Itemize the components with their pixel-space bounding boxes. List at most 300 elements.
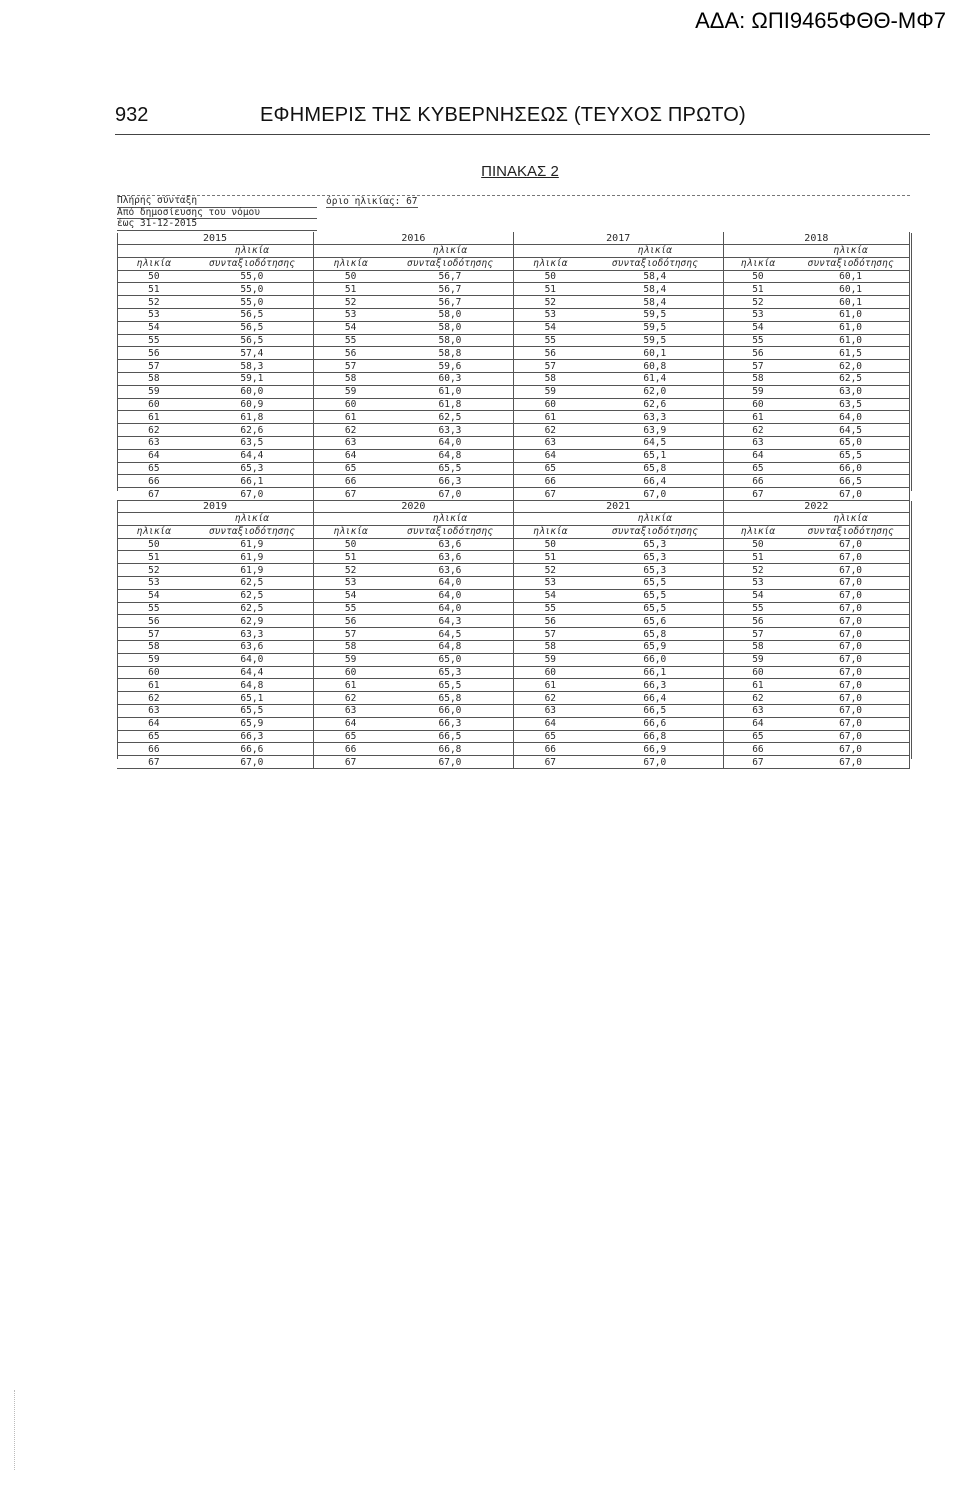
age-cell: 65 [723,730,792,743]
pension-age-cell: 64,8 [191,679,314,692]
pension-age-cell: 61,8 [387,398,513,411]
pension-age-cell: 65,8 [587,628,723,641]
age-header: ηλικία [723,257,792,270]
age-cell: 56 [513,347,587,360]
pension-age-cell: 67,0 [792,717,909,730]
block-2015-2018 [117,232,910,501]
pension-age-cell: 63,9 [587,424,723,437]
age-cell: 53 [513,308,587,321]
table-row [117,589,910,602]
age-cell: 61 [314,679,388,692]
pension-age-cell: 67,0 [191,756,314,769]
pension-age-cell: 61,0 [792,321,909,334]
age-cell: 65 [117,462,191,475]
age-cell: 63 [723,436,792,449]
pension-age-cell: 66,5 [587,704,723,717]
pension-age-cell: 67,0 [792,576,909,589]
age-cell: 51 [117,283,191,296]
age-cell: 60 [723,666,792,679]
pension-age-cell: 67,0 [792,538,909,551]
age-cell: 57 [117,360,191,373]
pension-age-cell: 65,9 [587,640,723,653]
age-cell: 59 [513,385,587,398]
blank-cell [117,513,191,526]
pension-age-cell: 66,5 [387,730,513,743]
age-cell: 66 [723,743,792,756]
age-cell: 64 [513,449,587,462]
age-cell: 65 [513,730,587,743]
age-cell: 58 [314,372,388,385]
year-label: 2015 [117,232,314,245]
age-cell: 61 [723,679,792,692]
age-cell: 67 [314,488,388,501]
pension-age-cell: 56,5 [191,308,314,321]
year-label: 2019 [117,500,314,513]
pension-age-cell: 65,5 [587,589,723,602]
pension-age-cell: 55,0 [191,283,314,296]
pension-age-cell: 67,0 [792,666,909,679]
age-cell: 50 [723,538,792,551]
age-cell: 53 [314,576,388,589]
age-cell: 63 [117,436,191,449]
age-cell: 62 [314,692,388,705]
age-header: ηλικία [314,525,388,538]
age-cell: 59 [513,653,587,666]
pension-age-cell: 67,0 [792,730,909,743]
age-cell: 51 [723,283,792,296]
age-cell: 60 [513,398,587,411]
age-cell: 60 [314,398,388,411]
pension-age-cell: 63,6 [387,551,513,564]
pension-age-cell: 61,0 [387,385,513,398]
pension-age-cell: 63,6 [387,564,513,577]
pension-age-cell: 66,3 [191,730,314,743]
table-row [117,576,910,589]
age-cell: 50 [314,270,388,283]
pension-age-cell: 66,9 [587,743,723,756]
age-cell: 60 [314,666,388,679]
age-cell: 58 [314,640,388,653]
table-row [117,730,910,743]
age-cell: 52 [513,564,587,577]
age-cell: 54 [723,321,792,334]
age-cell: 57 [723,628,792,641]
pension-age-label-top: ηλικία [792,513,909,526]
pension-age-cell: 59,1 [191,372,314,385]
pension-age-cell: 63,6 [191,640,314,653]
age-cell: 63 [723,704,792,717]
pension-age-cell: 64,0 [387,602,513,615]
age-cell: 59 [314,653,388,666]
age-cell: 56 [314,615,388,628]
year-row [117,500,910,513]
table-row [117,653,910,666]
pension-age-cell: 62,0 [587,385,723,398]
table-row [117,385,910,398]
age-cell: 52 [723,296,792,309]
pension-age-cell: 64,5 [587,436,723,449]
age-cell: 52 [723,564,792,577]
age-cell: 55 [117,334,191,347]
pension-age-cell: 61,5 [792,347,909,360]
pension-age-cell: 62,5 [191,589,314,602]
age-cell: 54 [513,321,587,334]
pension-age-cell: 65,3 [191,462,314,475]
pension-age-cell: 64,0 [387,576,513,589]
age-cell: 67 [314,756,388,769]
table-row [117,756,910,769]
pension-age-cell: 63,6 [387,538,513,551]
age-cell: 65 [314,730,388,743]
age-cell: 66 [314,475,388,488]
age-header: ηλικία [117,525,191,538]
age-cell: 58 [513,640,587,653]
age-cell: 52 [513,296,587,309]
pension-age-cell: 65,6 [587,615,723,628]
pension-age-cell: 61,9 [191,538,314,551]
pension-age-cell: 62,0 [792,360,909,373]
age-cell: 66 [314,743,388,756]
age-cell: 63 [513,436,587,449]
pension-age-cell: 67,0 [792,602,909,615]
age-cell: 65 [723,462,792,475]
pension-age-cell: 67,0 [792,640,909,653]
pension-age-cell: 55,0 [191,270,314,283]
pension-age-cell: 67,0 [387,488,513,501]
age-cell: 62 [513,692,587,705]
age-cell: 67 [513,756,587,769]
gazette-header [115,104,930,135]
age-header: ηλικία [314,257,388,270]
pension-age-cell: 64,5 [387,628,513,641]
year-label: 2021 [513,500,723,513]
pension-age-cell: 66,6 [587,717,723,730]
intro-line-2: Από δημοσίευσης του νόμου [117,208,317,220]
pension-age-cell: 67,0 [792,692,909,705]
age-cell: 59 [314,385,388,398]
age-cell: 62 [314,424,388,437]
age-cell: 51 [314,551,388,564]
age-cell: 61 [117,679,191,692]
pension-age-cell: 65,5 [587,602,723,615]
age-cell: 58 [513,372,587,385]
pension-age-cell: 65,5 [792,449,909,462]
intro-line-1: Πλήρης σύνταξη [117,196,317,208]
pension-age-cell: 61,9 [191,551,314,564]
header-row-top [117,245,910,258]
table-row [117,424,910,437]
age-cell: 66 [513,475,587,488]
age-cell: 55 [513,602,587,615]
table-row [117,666,910,679]
header-row-top [117,513,910,526]
age-cell: 51 [314,283,388,296]
age-cell: 57 [723,360,792,373]
pension-age-cell: 67,0 [792,564,909,577]
age-cell: 58 [723,372,792,385]
pension-age-cell: 62,5 [191,602,314,615]
age-cell: 59 [117,653,191,666]
pension-age-cell: 66,3 [587,679,723,692]
blank-cell [723,245,792,258]
age-cell: 54 [513,589,587,602]
pension-age-cell: 58,4 [587,296,723,309]
year-label: 2022 [723,500,909,513]
pension-age-cell: 63,5 [191,436,314,449]
age-cell: 54 [723,589,792,602]
table-row [117,551,910,564]
table-row [117,704,910,717]
age-header: ηλικία [513,257,587,270]
pension-age-cell: 66,8 [587,730,723,743]
pension-age-cell: 66,1 [191,475,314,488]
pension-age-label-top: ηλικία [587,245,723,258]
pension-age-cell: 60,1 [587,347,723,360]
table-row [117,475,910,488]
pension-age-cell: 66,4 [587,475,723,488]
pension-age-cell: 59,5 [587,308,723,321]
pension-age-cell: 66,1 [587,666,723,679]
age-cell: 67 [117,488,191,501]
blank-cell [314,513,388,526]
pension-age-cell: 65,1 [191,692,314,705]
pension-age-cell: 56,7 [387,283,513,296]
pension-age-cell: 60,1 [792,270,909,283]
age-cell: 55 [314,334,388,347]
age-cell: 62 [723,424,792,437]
age-cell: 52 [314,564,388,577]
pension-age-cell: 58,0 [387,334,513,347]
age-cell: 65 [513,462,587,475]
age-cell: 61 [513,411,587,424]
age-cell: 67 [723,756,792,769]
pension-age-cell: 58,0 [387,321,513,334]
pension-header: συνταξιοδότησης [587,525,723,538]
pension-age-cell: 65,5 [387,679,513,692]
table-intro [117,196,317,231]
age-cell: 64 [513,717,587,730]
pension-age-cell: 64,0 [387,436,513,449]
pension-age-cell: 60,1 [792,296,909,309]
age-cell: 56 [513,615,587,628]
age-cell: 59 [723,653,792,666]
table-row [117,334,910,347]
pension-age-cell: 63,3 [387,424,513,437]
pension-age-cell: 55,0 [191,296,314,309]
gazette-title: ΕΦΗΜΕΡΙΣ ΤΗΣ ΚΥΒΕΡΝΗΣΕΩΣ (ΤΕΥΧΟΣ ΠΡΩΤΟ) [260,104,746,126]
age-cell: 63 [117,704,191,717]
age-cell: 54 [117,321,191,334]
age-cell: 53 [117,576,191,589]
block1-table [117,232,910,501]
pension-age-cell: 64,0 [191,653,314,666]
table-row [117,283,910,296]
table-row [117,602,910,615]
ada-code: ΑΔΑ: ΩΠΙ9465ΦΘΘ-ΜΦ7 [695,8,946,33]
blank-cell [513,245,587,258]
age-cell: 58 [723,640,792,653]
pension-age-cell: 65,3 [387,666,513,679]
pension-age-cell: 67,0 [792,488,909,501]
age-cell: 50 [513,270,587,283]
age-cell: 62 [513,424,587,437]
pension-age-cell: 60,0 [191,385,314,398]
age-cell: 62 [723,692,792,705]
pension-age-label-top: ηλικία [191,513,314,526]
age-cell: 52 [117,564,191,577]
age-cell: 54 [117,589,191,602]
pension-age-cell: 58,8 [387,347,513,360]
pension-age-cell: 64,4 [191,666,314,679]
blank-cell [513,513,587,526]
age-cell: 62 [117,692,191,705]
pension-age-cell: 61,8 [191,411,314,424]
age-cell: 54 [314,321,388,334]
age-cell: 55 [723,602,792,615]
age-cell: 64 [117,717,191,730]
age-cell: 61 [314,411,388,424]
pension-age-cell: 66,3 [387,475,513,488]
age-cell: 64 [314,449,388,462]
pension-age-cell: 67,0 [792,615,909,628]
age-cell: 66 [117,743,191,756]
age-cell: 56 [314,347,388,360]
pension-age-cell: 66,0 [792,462,909,475]
pension-age-cell: 62,6 [587,398,723,411]
pension-age-cell: 62,5 [191,576,314,589]
pension-age-cell: 67,0 [792,743,909,756]
pension-age-cell: 65,9 [191,717,314,730]
pension-header: συνταξιοδότησης [191,525,314,538]
pension-age-cell: 64,3 [387,615,513,628]
pension-age-cell: 60,8 [587,360,723,373]
pension-age-cell: 67,0 [792,653,909,666]
age-cell: 51 [513,283,587,296]
year-label: 2020 [314,500,514,513]
pension-age-cell: 58,3 [191,360,314,373]
age-cell: 50 [117,538,191,551]
year-row [117,232,910,245]
table-row [117,717,910,730]
age-cell: 60 [117,666,191,679]
table-row [117,398,910,411]
pension-age-label-top: ηλικία [792,245,909,258]
pension-age-cell: 66,0 [587,653,723,666]
age-cell: 60 [723,398,792,411]
pension-age-label-top: ηλικία [387,513,513,526]
pension-header: συνταξιοδότησης [792,257,909,270]
pension-age-cell: 56,7 [387,270,513,283]
page-number: 932 [115,104,149,126]
table-row [117,743,910,756]
age-cell: 64 [723,449,792,462]
pension-age-cell: 66,4 [587,692,723,705]
pension-age-cell: 65,1 [587,449,723,462]
pension-header: συνταξιοδότησης [387,525,513,538]
table-row [117,538,910,551]
age-cell: 58 [117,372,191,385]
age-cell: 57 [513,628,587,641]
pension-age-cell: 67,0 [792,679,909,692]
pension-age-cell: 58,4 [587,283,723,296]
table-row [117,449,910,462]
age-cell: 63 [314,704,388,717]
pension-age-cell: 66,6 [191,743,314,756]
pension-age-cell: 61,4 [587,372,723,385]
age-cell: 67 [723,488,792,501]
age-cell: 59 [117,385,191,398]
age-cell: 53 [513,576,587,589]
pension-age-cell: 65,0 [792,436,909,449]
pension-age-cell: 60,3 [387,372,513,385]
blank-cell [117,245,191,258]
pension-age-cell: 59,5 [587,321,723,334]
pension-age-cell: 58,4 [587,270,723,283]
pension-age-cell: 64,5 [792,424,909,437]
pension-age-cell: 66,5 [792,475,909,488]
age-cell: 55 [314,602,388,615]
pension-age-cell: 64,0 [387,589,513,602]
pension-age-cell: 66,0 [387,704,513,717]
pension-age-cell: 62,5 [792,372,909,385]
pension-header: συνταξιοδότησης [792,525,909,538]
age-cell: 58 [117,640,191,653]
age-cell: 56 [723,347,792,360]
age-cell: 62 [117,424,191,437]
blank-cell [723,513,792,526]
age-cell: 67 [513,488,587,501]
table-row [117,296,910,309]
table-row [117,679,910,692]
table-row [117,321,910,334]
pension-age-cell: 66,3 [387,717,513,730]
pension-age-cell: 65,3 [587,564,723,577]
header-row [117,525,910,538]
pension-age-cell: 57,4 [191,347,314,360]
age-cell: 55 [723,334,792,347]
age-cell: 51 [513,551,587,564]
pension-age-label-top: ηλικία [387,245,513,258]
age-cell: 67 [117,756,191,769]
age-cell: 61 [513,679,587,692]
age-cell: 55 [117,602,191,615]
age-cell: 53 [314,308,388,321]
table-row [117,628,910,641]
table-row [117,270,910,283]
pension-age-cell: 65,5 [191,704,314,717]
age-cell: 56 [723,615,792,628]
age-header: ηλικία [513,525,587,538]
pension-age-cell: 59,6 [387,360,513,373]
age-cell: 61 [117,411,191,424]
pension-age-cell: 56,5 [191,334,314,347]
pension-age-cell: 65,8 [587,462,723,475]
pension-age-cell: 67,0 [191,488,314,501]
pension-age-cell: 61,0 [792,334,909,347]
pension-age-cell: 56,5 [191,321,314,334]
pension-age-cell: 67,0 [387,756,513,769]
pension-age-cell: 63,3 [587,411,723,424]
age-cell: 50 [117,270,191,283]
age-cell: 53 [723,308,792,321]
pension-age-label-top: ηλικία [587,513,723,526]
age-cell: 64 [117,449,191,462]
pension-age-cell: 61,9 [191,564,314,577]
age-cell: 50 [723,270,792,283]
age-cell: 64 [314,717,388,730]
header-row [117,257,910,270]
pension-age-cell: 65,0 [387,653,513,666]
